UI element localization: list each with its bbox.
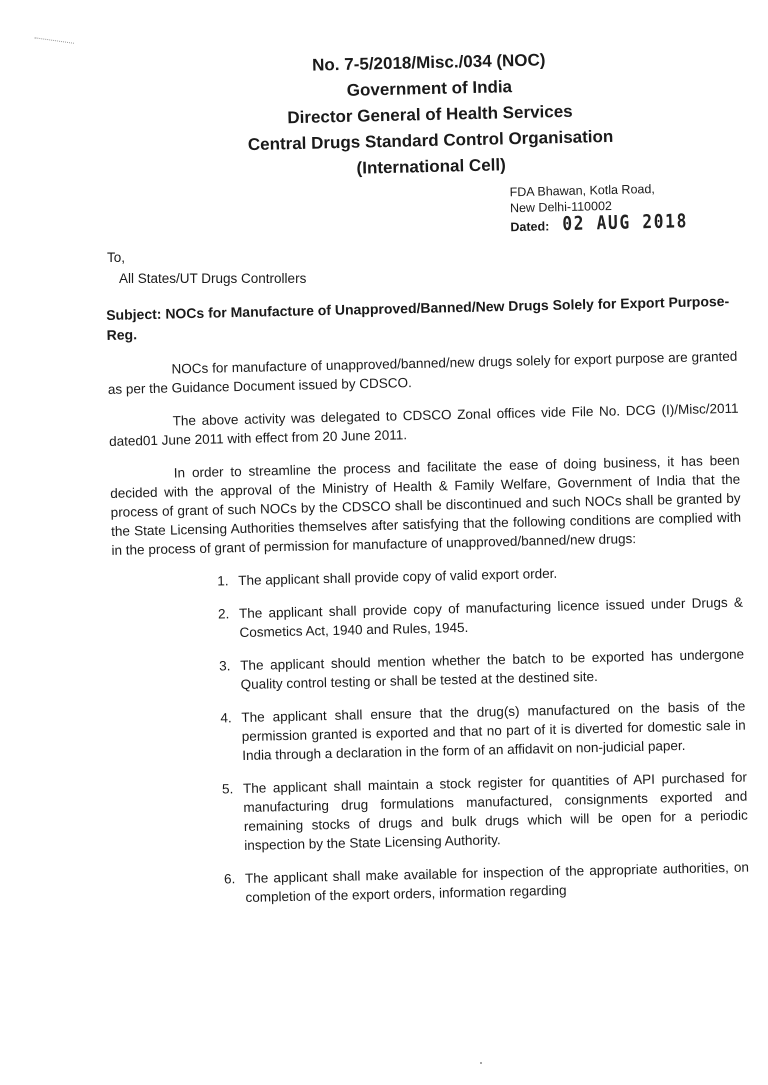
letter-body xyxy=(106,291,750,924)
scan-artifact xyxy=(34,37,74,46)
paragraph-1: NOCs for manufacture of unapproved/banned/new drugs solely for export purpose are granted as per the Guidance Document issued by CDSCO. xyxy=(107,348,738,397)
subject-line: Subject: NOCs for Manufacture of Unapproved/Banned/New Drugs Solely for Export Purpose-Reg. xyxy=(106,292,730,343)
condition-item: 1. The applicant shall provide copy of valid export order. xyxy=(232,560,742,591)
condition-item: 5. The applicant shall maintain a stock register for quantities of API purchased for manufacturing drug formulations manufactured, consignments exported and remaining stocks of drugs and bulk drugs which will be open for a periodic inspection by the State Licensing Authority. xyxy=(237,768,749,856)
cdsco-line: Central Drugs Standard Control Organisation xyxy=(247,126,614,155)
condition-item: 4. The applicant shall ensure that the drug(s) manufactured on the basis of the permission granted is exported and that no part of it is diverted for domestic sale in India through a declaration in the form of an affidavit on non-judicial paper. xyxy=(235,697,746,766)
date-stamp: 02 AUG 2018 xyxy=(562,210,689,236)
cell-line: (International Cell) xyxy=(356,155,506,178)
condition-item: 6. The applicant shall make available for inspection of the appropriate authorities, on completion of the export orders, information regarding xyxy=(239,858,750,908)
reference-number: No. 7-5/2018/Misc./034 (NOC) xyxy=(311,50,546,75)
dated-label: Dated: xyxy=(510,219,550,235)
paragraph-3: In order to streamline the process and facilitate the ease of doing business, it has been decided with the approval of the Ministry of Health & Family Welfare, Government of India that the process of grant of such NOCs by the CDSCO shall be discontinued and such NOCs shall be granted by the State Licensing Authorities themselves after satisfying that the following conditions are complied with in the process of grant of permission for manufacture of unapproved/banned/new drugs: xyxy=(110,452,742,558)
dghs-line: Director General of Health Services xyxy=(287,101,573,128)
recipient: All States/UT Drugs Controllers xyxy=(119,271,307,286)
address-block xyxy=(509,180,710,236)
letterhead xyxy=(219,45,642,184)
paragraph-2: The above activity was delegated to CDSCO Zonal offices vide File No. DCG (I)/Misc/2011 dated01 June 2011 with effect from 20 June 2011. xyxy=(108,400,739,449)
condition-item: 2. The applicant shall provide copy of manufacturing licence issued under Drugs & Cosmetics Act, 1940 and Rules, 1945. xyxy=(233,593,744,643)
addressee-block xyxy=(107,248,306,288)
address-line-1: FDA Bhawan, Kotla Road, xyxy=(509,181,655,200)
govt-line: Government of India xyxy=(346,77,513,100)
scan-dot xyxy=(480,1062,482,1064)
dated-row xyxy=(510,210,711,236)
condition-item: 3. The applicant should mention whether the batch to be exported has undergone Quality control testing or shall be tested at the destined site. xyxy=(234,645,745,695)
address-line-2: New Delhi-110002 xyxy=(509,198,613,216)
conditions-list xyxy=(112,560,749,910)
to-label: To, xyxy=(107,250,126,265)
